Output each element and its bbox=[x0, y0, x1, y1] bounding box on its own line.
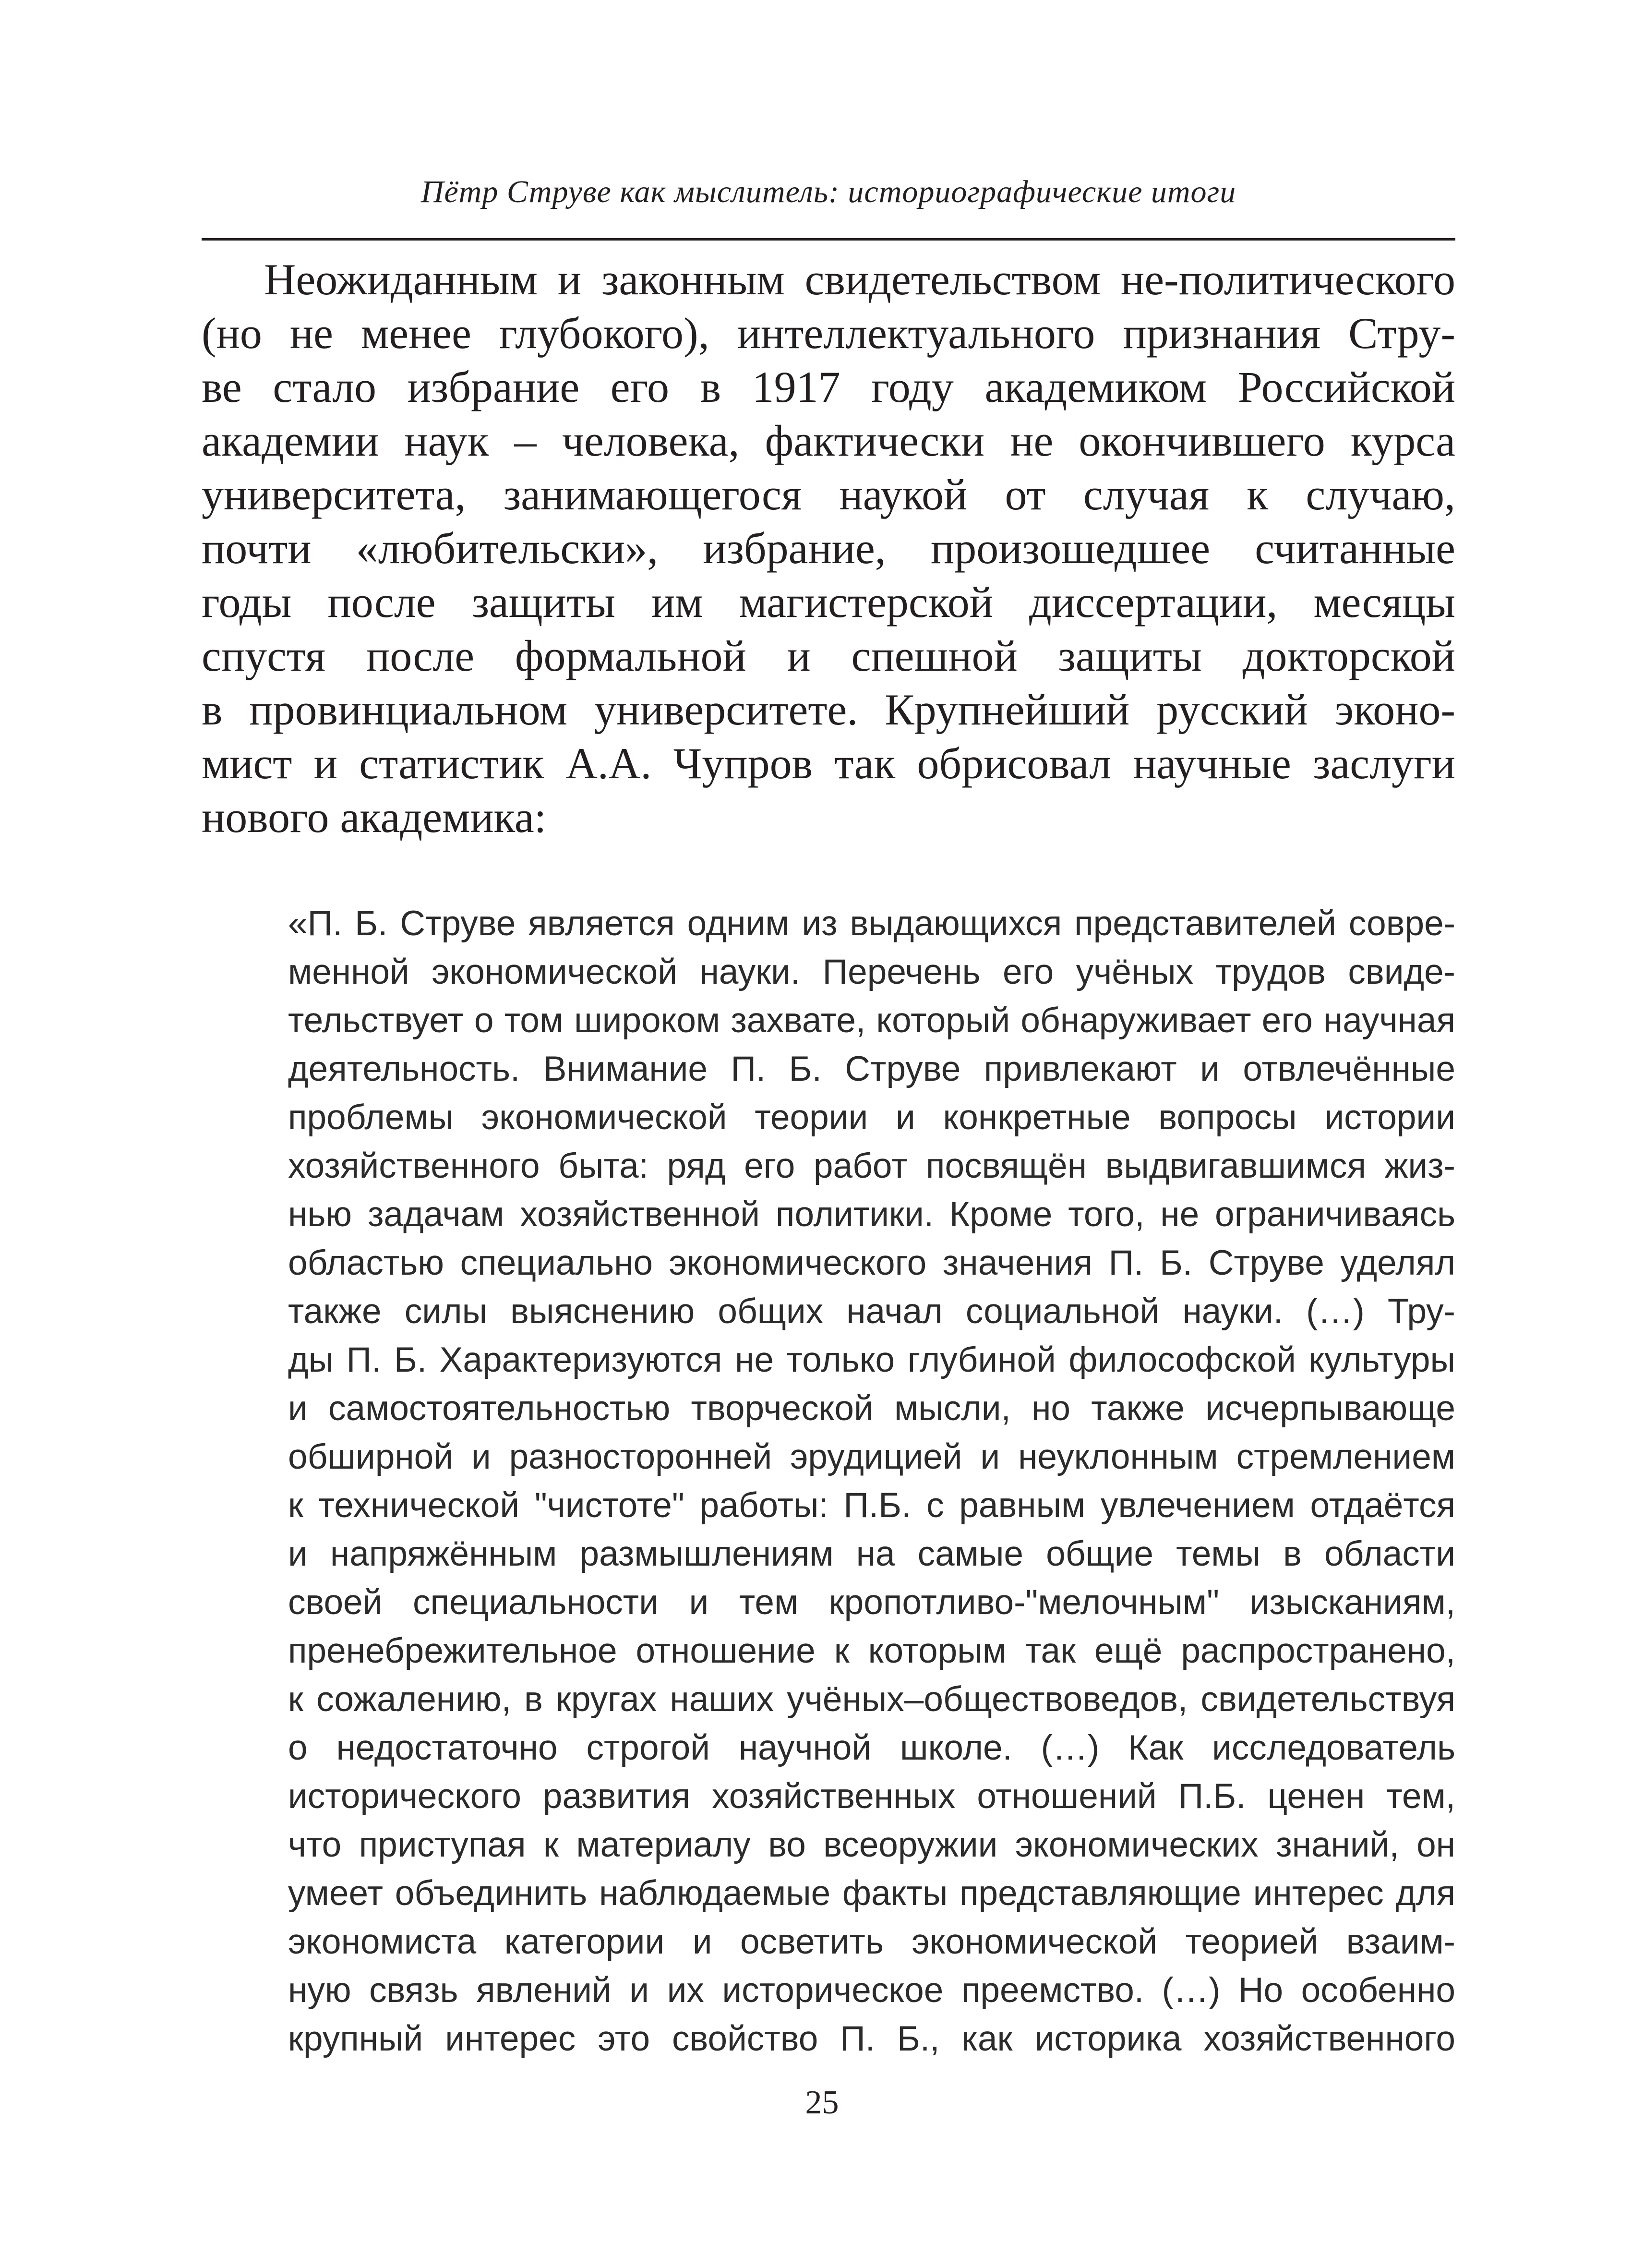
quote-line: обширной и разносторонней эрудицией и неуклонным стремлением bbox=[288, 1437, 1455, 1476]
quote-line: своей специальности и тем кропотливо-"мелочным" изысканиям, bbox=[288, 1583, 1455, 1622]
quote-line: ды П. Б. Характеризуются не только глубиной философской культуры bbox=[288, 1340, 1455, 1379]
quote-line: исторического развития хозяйственных отношений П.Б. ценен тем, bbox=[288, 1777, 1455, 1816]
paragraph-line: годы после защиты им магистерской диссертации, месяцы bbox=[202, 578, 1455, 627]
quote-line: тельствует о том широком захвате, который обнаруживает его научная bbox=[288, 1001, 1455, 1040]
quote-line: менной экономической науки. Перечень его учёных трудов свиде- bbox=[288, 953, 1455, 991]
paragraph-line: почти «любительски», избрание, произошедшее считанные bbox=[202, 524, 1455, 573]
paragraph-line: Неожиданным и законным свидетельством не-политического bbox=[264, 255, 1455, 304]
header-rule bbox=[202, 238, 1455, 241]
paragraph-line: (но не менее глубокого), интеллектуального признания Стру- bbox=[202, 309, 1455, 358]
paragraph-line: ве стало избрание его в 1917 году академиком Российской bbox=[202, 362, 1455, 411]
quote-line: что приступая к материалу во всеоружии экономических знаний, он bbox=[288, 1825, 1455, 1864]
quote-line: пренебрежительное отношение к которым так ещё распространено, bbox=[288, 1631, 1455, 1670]
quote-line: к сожалению, в кругах наших учёных–обществоведов, свидетельствуя bbox=[288, 1680, 1455, 1719]
quote-line: хозяйственного быта: ряд его работ посвящён выдвигавшимся жиз- bbox=[288, 1146, 1455, 1185]
page-number: 25 bbox=[805, 2084, 839, 2121]
quote-line: и напряжённым размышлениям на самые общие темы в области bbox=[288, 1534, 1455, 1573]
quote-line: ную связь явлений и их историческое преемство. (…) Но особенно bbox=[288, 1971, 1455, 2010]
quote-line: нью задачам хозяйственной политики. Кроме того, не ограничиваясь bbox=[288, 1195, 1455, 1234]
running-head: Пётр Струве как мыслитель: историографические итоги bbox=[420, 174, 1236, 209]
quote-line: проблемы экономической теории и конкретные вопросы истории bbox=[288, 1098, 1455, 1137]
quote-line: экономиста категории и осветить экономической теорией взаим- bbox=[288, 1922, 1455, 1961]
quote-line: умеет объединить наблюдаемые факты представляющие интерес для bbox=[288, 1874, 1455, 1913]
quote-line: также силы выяснению общих начал социальной науки. (…) Тру- bbox=[288, 1292, 1455, 1331]
quote-line: к технической "чистоте" работы: П.Б. с равным увлечением отдаётся bbox=[288, 1486, 1455, 1525]
quote-line: деятельность. Внимание П. Б. Струве привлекают и отвлечённые bbox=[288, 1050, 1455, 1088]
quote-line: областью специально экономического значения П. Б. Струве уделял bbox=[288, 1243, 1455, 1282]
quote-line: крупный интерес это свойство П. Б., как историка хозяйственного bbox=[288, 2019, 1455, 2058]
block-quote bbox=[288, 899, 1455, 2063]
paragraph-line: мист и статистик А.А. Чупров так обрисовал научные заслуги bbox=[202, 739, 1455, 788]
paragraph-line: академии наук – человека, фактически не окончившего курса bbox=[202, 416, 1455, 465]
quote-line: «П. Б. Струве является одним из выдающихся представителей совре- bbox=[288, 904, 1455, 943]
quote-line: и самостоятельностью творческой мысли, но также исчерпывающе bbox=[288, 1389, 1455, 1428]
main-paragraph bbox=[202, 253, 1455, 844]
paragraph-line: спустя после формальной и спешной защиты докторской bbox=[202, 631, 1455, 680]
paragraph-line: нового академика: bbox=[202, 793, 547, 842]
quote-line: о недостаточно строгой научной школе. (…) Как исследователь bbox=[288, 1728, 1455, 1767]
paragraph-line: в провинциальном университете. Крупнейший русский эконо- bbox=[202, 685, 1455, 734]
paragraph-line: университета, занимающегося наукой от случая к случаю, bbox=[202, 470, 1455, 519]
